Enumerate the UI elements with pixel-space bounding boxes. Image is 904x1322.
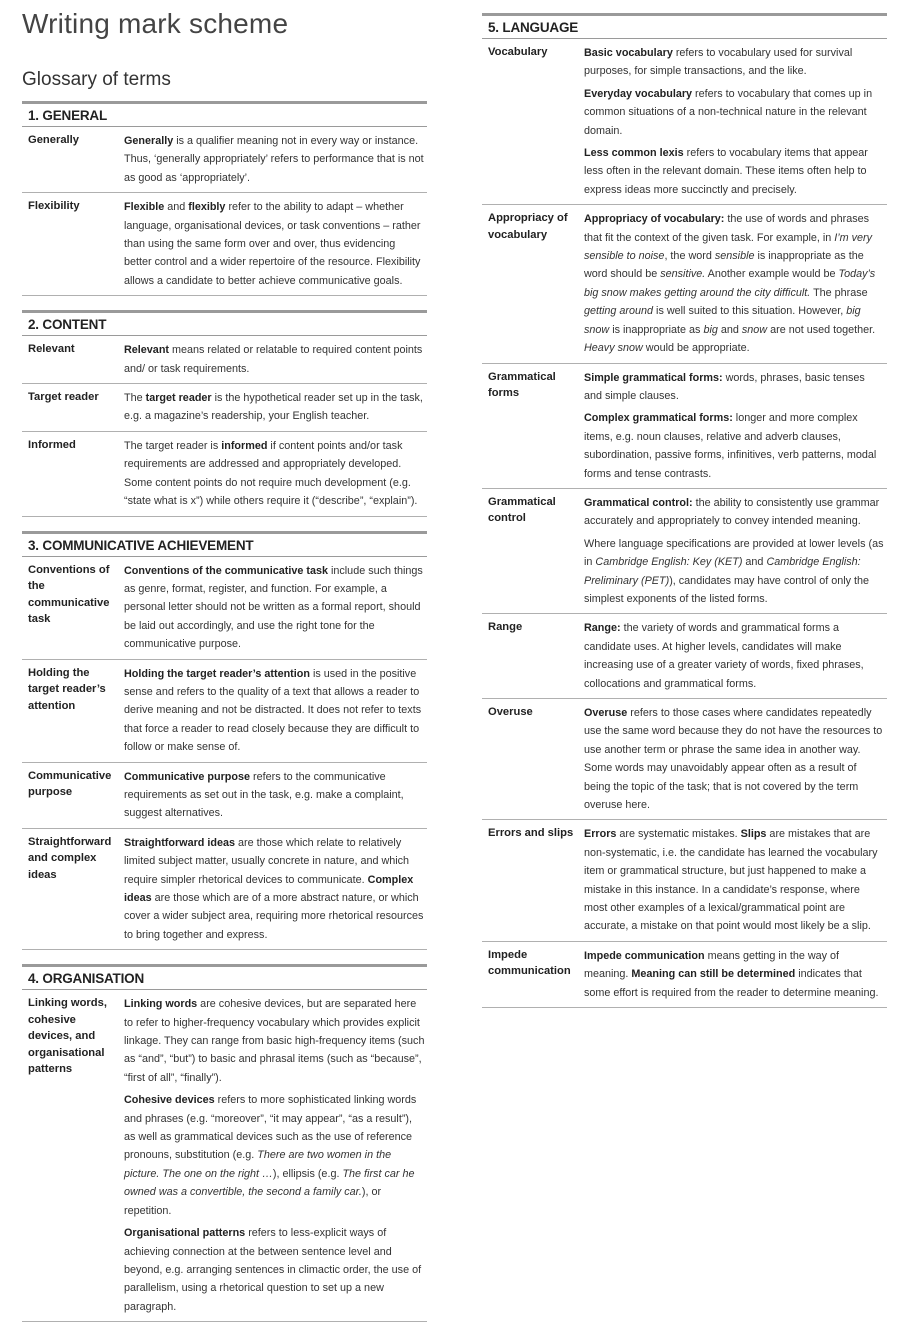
term-definition: Generally is a qualifier meaning not in every way or instance. Thus, ‘generally appropriately’ refers to performance that is not as good as ‘appropriately’. [124,135,424,184]
term-definition: Impede communication means getting in the way of meaning. Meaning can still be determined indicates that some effort is required from the reader to determine meaning. [584,949,879,999]
glossary-row-appropriacy [482,205,887,363]
term-label: Holding the target reader’s attention [28,666,106,712]
term-label: Range [488,621,523,634]
section-general [22,101,427,296]
section-language [482,13,887,1008]
term-definition: Communicative purpose refers to the communicative requirements as set out in the task, e.g. make a complaint, suggest alternatives. [124,770,404,820]
section-heading: 5. LANGUAGE [482,16,887,39]
glossary-row-flexibility [22,193,427,296]
term-definition: Linking words are cohesive devices, but are separated here to refer to higher-frequency vocabulary which provides explicit linkage. They can range from basic high-frequency items (such as “and”, “but”) to basic and phrasal items (such as “because”, “first of all”, “finally”). Cohesive devices refers to more sophisticated linking words and phrases (e.g. “moreover”, “it may appear”, “as a result”), as well as grammatical devices such as the use of reference pronouns, substitution (e.g. There are two women in the picture. The one on the right …), ellipsis (e.g. The first car he owned was a convertible, the second a family car.), or repetition. Organisational patterns refers to less-explicit ways of achieving connection at the between sentence level and beyond, e.g. arranging sentences in climactic order, the use of parallelism, using a rhetorical question to set up a new paragraph. [124,998,425,1313]
term-label: Errors and slips [488,827,574,840]
term-definition: The target reader is informed if content points and/or task requirements are addressed and appropriately developed. Some content points do not require much development (e.g. “state what is x”) while others require it (“describe”, “explain”). [124,439,418,508]
term-label: Informed [28,438,76,451]
term-label: Overuse [488,706,533,718]
glossary-subtitle: Glossary of terms [22,69,171,90]
glossary-row-holding-attention [22,660,427,763]
section-heading: 2. CONTENT [22,313,427,336]
glossary-row-impede-communication [482,942,887,1008]
term-label: Impede communication [488,948,571,978]
glossary-row-grammatical-forms [482,364,887,489]
glossary-row-informed [22,432,427,517]
section-heading: 1. GENERAL [22,104,427,127]
term-label: Communicative purpose [28,769,112,799]
glossary-row-grammatical-control [482,489,887,614]
term-definition: Grammatical control: the ability to consistently use grammar accurately and appropriately to convey intended meaning. Where language specifications are provided at lower levels (as in Cambridge English: Key (KET) and Cambridge English: Preliminary (PET)), candidates may have control of only the simplest exponents of the listed forms. [584,496,884,605]
term-definition: Appropriacy of vocabulary: the use of words and phrases that fit the context of the given task. For example, in I’m very sensible to noise, the word sensible is inappropriate as the word should be sensitive. Another example would be Today’s big snow makes getting around the city difficult. The phrase getting around is well suited to this situation. However, big snow is inappropriate as big and snow are not used together. Heavy snow would be appropriate. [584,213,876,355]
term-label: Appropriacy of vocabulary [488,212,568,241]
glossary-row-communicative-purpose [22,763,427,829]
glossary-row-target-reader [22,384,427,432]
term-label: Grammatical forms [488,370,556,399]
glossary-row-relevant [22,336,427,384]
term-definition: Range: the variety of words and grammatical forms a candidate uses. At higher levels, candidates will make increasing use of a greater variety of words, fixed phrases, collocations and grammatical forms. [584,622,864,690]
term-definition: Straightforward ideas are those which relate to relatively limited subject matter, usually concrete in nature, and which require simpler rhetorical devices to communicate. Complex ideas are those which are of a more abstract nature, or which cover a wider subject area, requiring more rhetorical resources to bring together and express. [124,836,424,941]
term-definition: Flexible and flexibly refer to the ability to adapt – whether language, organisational devices, or task conventions – rather than using the same form over and over, thus evidencing better control and a wider repertoire of the resource. Flexibility allows a candidate to better achieve communicative goals. [124,201,421,287]
term-definition: The target reader is the hypothetical reader set up in the task, e.g. a magazine’s readership, your English teacher. [124,392,423,423]
term-label: Target reader [28,391,99,404]
section-organisation [22,964,427,1322]
glossary-row-linking-words [22,990,427,1322]
term-label: Linking words, cohesive devices, and organisational patterns [28,997,107,1076]
glossary-row-ideas [22,829,427,950]
term-definition: Conventions of the communicative task include such things as genre, format, register, and function. For example, a personal letter should not be written as a formal report, should be laid out accordingly, and use the right tone for the communicative purpose. [124,564,423,651]
glossary-row-generally [22,127,427,193]
term-definition: Overuse refers to those cases where candidates repeatedly use the same word because they do not have the resources to use another term or phrase the same idea in another way. Some words may unavoidably appear often as a result of being the topic of the task; that is not covered by the term overuse here. [584,707,883,812]
section-heading: 3. COMMUNICATIVE ACHIEVEMENT [22,534,427,557]
page-title: Writing mark scheme [22,8,289,39]
term-label: Conventions of the communicative task [28,563,110,625]
glossary-row-overuse [482,699,887,820]
glossary-row-conventions [22,557,427,660]
term-definition: Holding the target reader’s attention is used in the positive sense and refers to the quality of a text that allows a reader to derive meaning and not be distracted. It does not refer to texts that force a reader to read closely because they are difficult to follow or make sense of. [124,667,422,754]
term-definition: Relevant means related or relatable to required content points and/ or task requirements. [124,344,423,375]
term-definition: Errors are systematic mistakes. Slips are mistakes that are non-systematic, i.e. the candidate has learned the vocabulary item or grammatical structure, but just happened to make a mistake in this instance. In a candidate’s response, where most other examples of a lexical/grammatical point are accurate, a mistake on that point would most likely be a slip. [584,828,878,933]
term-definition: Basic vocabulary refers to vocabulary used for survival purposes, for simple transactions, and the like. Everyday vocabulary refers to vocabulary that comes up in common situations of a non-technical nature in the relevant domain. Less common lexis refers to vocabulary items that appear less often in the relevant domain. These items often help to express ideas more succinctly and precisely. [584,47,873,196]
term-label: Grammatical control [488,495,556,525]
term-label: Relevant [28,343,75,356]
right-column [482,13,887,1008]
glossary-row-vocabulary [482,39,887,205]
section-heading: 4. ORGANISATION [22,967,427,990]
glossary-row-errors-and-slips [482,820,887,941]
left-column [22,101,427,1322]
section-content [22,310,427,516]
term-label: Generally [28,134,79,146]
term-label: Flexibility [28,200,80,213]
glossary-row-range [482,614,887,699]
term-definition: Simple grammatical forms: words, phrases, basic tenses and simple clauses. Complex grammatical forms: longer and more complex items, e.g. noun clauses, relative and adverb clauses, subordination, passive forms, infinitives, verb patterns, modal forms and tense contrasts. [584,371,877,480]
term-label: Straightforward and complex ideas [28,835,112,881]
section-communicative-achievement [22,531,427,951]
term-label: Vocabulary [488,46,548,58]
